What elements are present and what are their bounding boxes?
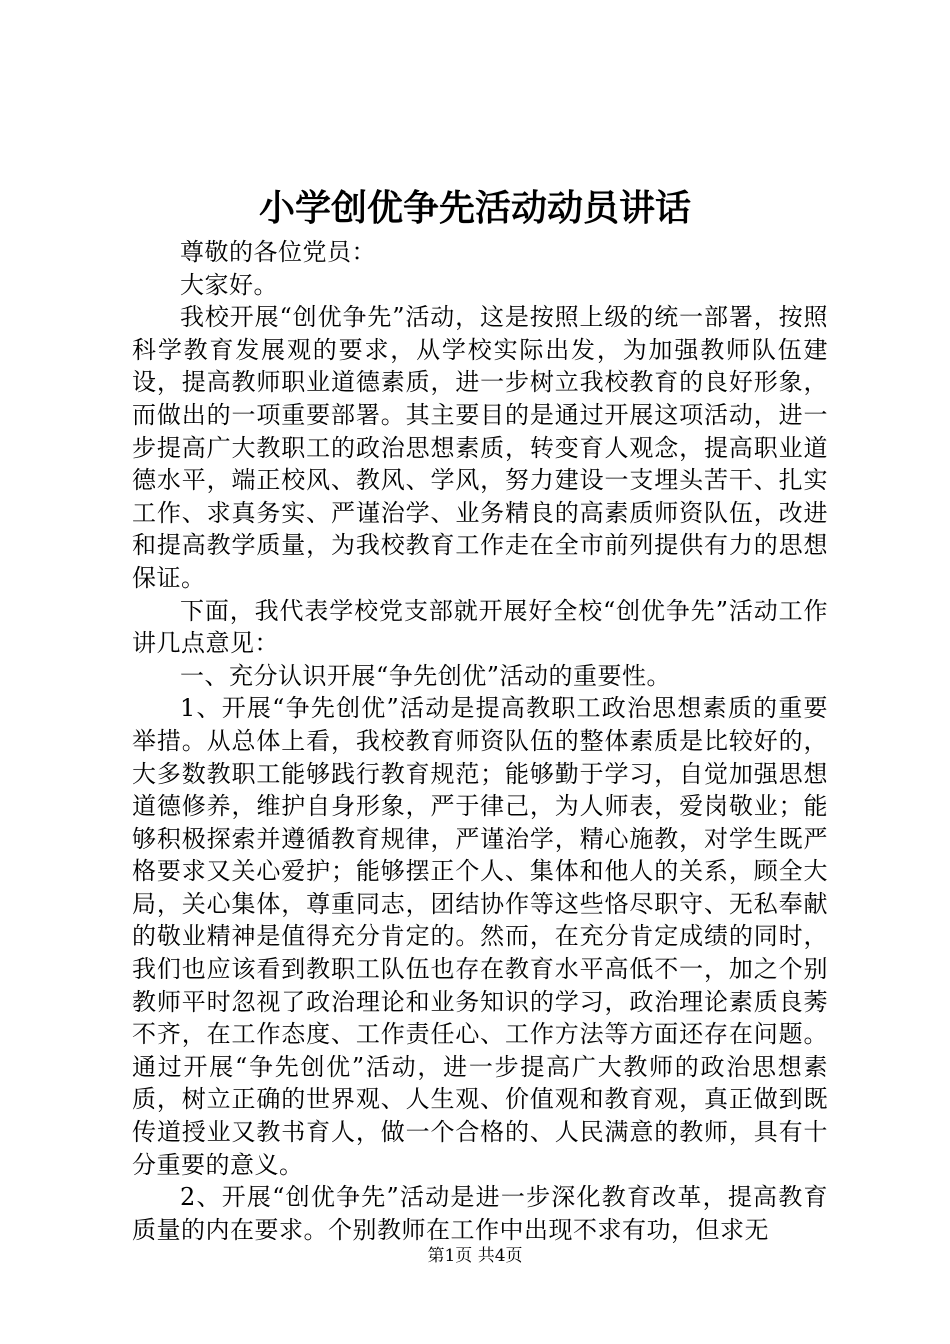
body-paragraph-point-2: 2、开展“创优争先”活动是进一步深化教育改革，提高教育质量的内在要求。个别教师在工作中出现不求有功，但求无 <box>132 1183 828 1244</box>
body-paragraph-point-1: 1、开展“争先创优”活动是提高教职工政治思想素质的重要举措。从总体上看，我校教育师资队伍的整体素质是比较好的，大多数教职工能够践行教育规范；能够勤于学习，自觉加强思想道德修养，维护自身形象，严于律己，为人师表，爱岗敬业；能够积极探索并遵循教育规律，严谨治学，精心施教，对学生既严格要求又关心爱护；能够摆正个人、集体和他人的关系，顾全大局，关心集体，尊重同志，团结协作等这些恪尽职守、无私奉献的敬业精神是值得充分肯定的。然而，在充分肯定成绩的同时，我们也应该看到教职工队伍也存在教育水平高低不一，加之个别教师平时忽视了政治理论和业务知识的学习，政治理论素质良莠不齐，在工作态度、工作责任心、工作方法等方面还存在问题。通过开展“争先创优”活动，进一步提高广大教师的政治思想素质，树立正确的世界观、人生观、价值观和教育观，真正做到既传道授业又教书育人，做一个合格的、人民满意的教师，具有十分重要的意义。 <box>132 694 828 1179</box>
salutation: 尊敬的各位党员： <box>180 238 376 266</box>
document-body <box>132 236 828 1246</box>
page-footer: 第1页 共4页 <box>427 1246 523 1266</box>
body-paragraph-intro: 我校开展“创优争先”活动，这是按照上级的统一部署，按照科学教育发展观的要求，从学校实际出发，为加强教师队伍建设，提高教师职业道德素质，进一步树立我校教育的良好形象，而做出的一项重要部署。其主要目的是通过开展这项活动，进一步提高广大教职工的政治思想素质，转变育人观念，提高职业道德水平，端正校风、教风、学风，努力建设一支埋头苦干、扎实工作、求真务实、严谨治学、业务精良的高素质师资队伍，改进和提高教学质量，为我校教育工作走在全市前列提供有力的思想保证。 <box>132 303 828 592</box>
body-paragraph-transition: 下面，我代表学校党支部就开展好全校“创优争先”活动工作讲几点意见： <box>132 596 828 658</box>
section-heading-1: 一、充分认识开展“争先创优”活动的重要性。 <box>180 661 672 690</box>
greeting: 大家好。 <box>180 270 278 299</box>
document-title: 小学创优争先活动动员讲话 <box>258 187 691 229</box>
